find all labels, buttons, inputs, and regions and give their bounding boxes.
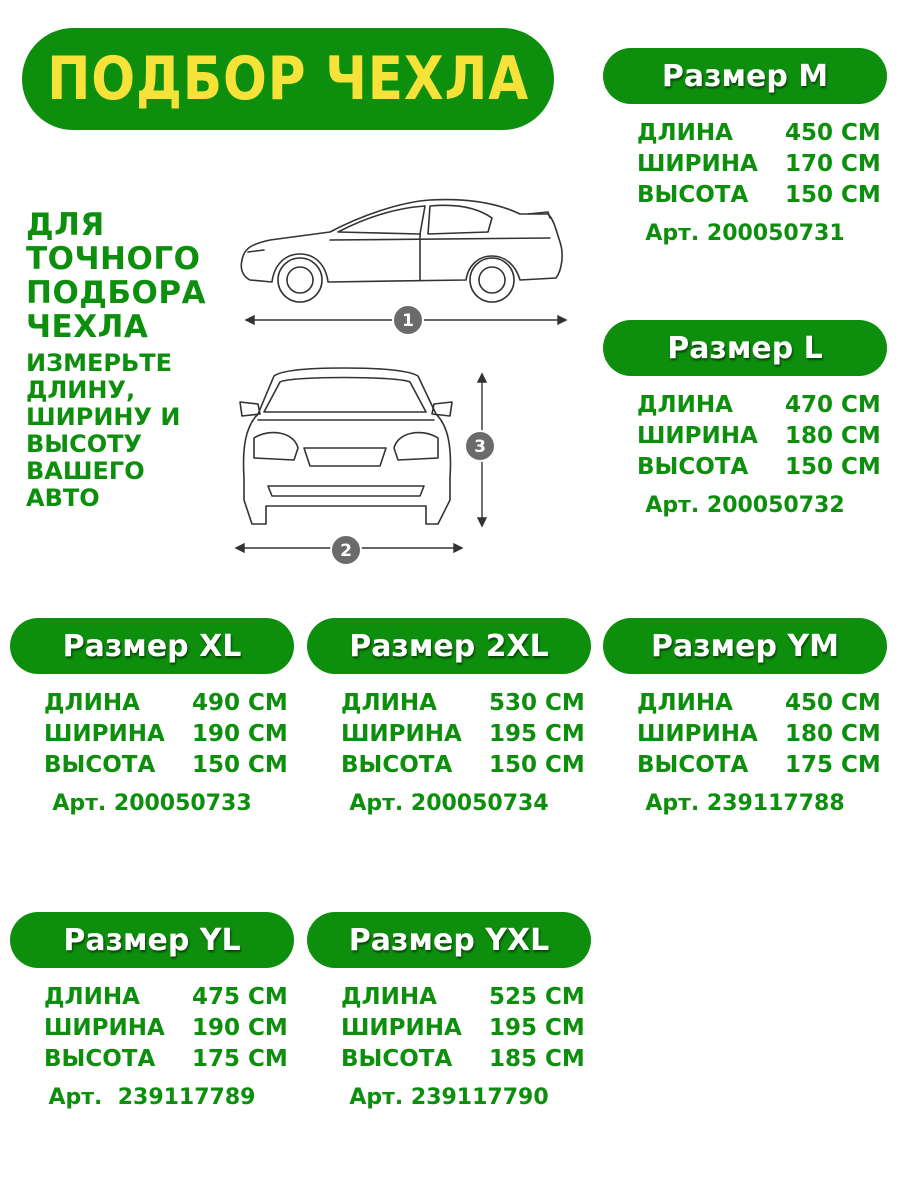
- marker-1-label: 1: [402, 311, 414, 331]
- length-row: [341, 688, 591, 719]
- size-card-yxl: [307, 912, 591, 1110]
- length-row: [637, 688, 887, 719]
- size-name: Размер YL: [63, 922, 241, 958]
- article-number: Арт. 239117790: [349, 1085, 549, 1110]
- intro-instructions: [26, 350, 206, 512]
- height-row: [341, 1044, 591, 1075]
- marker-1: [393, 305, 423, 335]
- width-row: [637, 149, 887, 180]
- intro-heading-line: ПОДБОРА: [26, 275, 207, 311]
- height-value: 150 СМ: [785, 182, 881, 208]
- height-label: ВЫСОТА: [637, 182, 749, 208]
- title-banner: [22, 28, 554, 130]
- length-row: [637, 118, 887, 149]
- height-label: ВЫСОТА: [341, 1046, 453, 1072]
- length-label: ДЛИНА: [341, 984, 437, 1010]
- width-label: ШИРИНА: [637, 423, 758, 449]
- length-value: 450 СМ: [785, 690, 881, 716]
- size-pill: [10, 912, 294, 968]
- article-number: Арт. 200050733: [52, 791, 252, 816]
- height-value: 150 СМ: [489, 752, 585, 778]
- size-pill: [603, 618, 887, 674]
- width-value: 195 СМ: [489, 721, 585, 747]
- size-pill: [307, 912, 591, 968]
- length-label: ДЛИНА: [44, 984, 140, 1010]
- height-row: [44, 1044, 294, 1075]
- article-number: Арт. 200050732: [645, 493, 845, 518]
- width-row: [341, 1013, 591, 1044]
- intro-instruction-line: ВЫСОТУ: [26, 430, 143, 458]
- length-value: 450 СМ: [785, 120, 881, 146]
- width-value: 195 СМ: [489, 1015, 585, 1041]
- car-measurement-diagram: [230, 190, 590, 580]
- size-name: Размер L: [667, 330, 823, 366]
- width-value: 180 СМ: [785, 423, 881, 449]
- size-dimensions: [341, 688, 591, 781]
- intro-instruction-line: ШИРИНУ И: [26, 403, 181, 431]
- intro-heading-line: ДЛЯ: [26, 207, 105, 243]
- size-pill: [10, 618, 294, 674]
- article-number: Арт. 239117789: [48, 1085, 256, 1110]
- width-value: 170 СМ: [785, 151, 881, 177]
- intro-instruction-line: ВАШЕГО: [26, 457, 145, 485]
- intro-instruction-line: АВТО: [26, 484, 100, 512]
- height-label: ВЫСОТА: [637, 752, 749, 778]
- length-label: ДЛИНА: [637, 392, 733, 418]
- length-row: [341, 982, 591, 1013]
- width-label: ШИРИНА: [44, 1015, 165, 1041]
- article-number: Арт. 200050731: [645, 221, 845, 246]
- length-row: [44, 688, 294, 719]
- length-label: ДЛИНА: [637, 690, 733, 716]
- size-name: Размер YXL: [348, 922, 550, 958]
- width-value: 190 СМ: [192, 1015, 288, 1041]
- width-label: ШИРИНА: [44, 721, 165, 747]
- width-label: ШИРИНА: [341, 1015, 462, 1041]
- intro-heading: [26, 208, 206, 344]
- marker-2-label: 2: [340, 541, 352, 561]
- width-row: [637, 421, 887, 452]
- length-value: 530 СМ: [489, 690, 585, 716]
- size-dimensions: [44, 688, 294, 781]
- size-name: Размер YM: [650, 628, 840, 664]
- width-value: 180 СМ: [785, 721, 881, 747]
- height-row: [637, 180, 887, 211]
- height-row: [637, 750, 887, 781]
- size-pill: [603, 48, 887, 104]
- size-card-ym: [603, 618, 887, 816]
- width-label: ШИРИНА: [341, 721, 462, 747]
- intro-text: [26, 208, 206, 512]
- car-front-view: [240, 368, 452, 524]
- height-value: 175 СМ: [785, 752, 881, 778]
- marker-2: [331, 535, 361, 565]
- height-label: ВЫСОТА: [44, 1046, 156, 1072]
- width-value: 190 СМ: [192, 721, 288, 747]
- intro-heading-line: ТОЧНОГО: [26, 241, 201, 277]
- size-card-xl: [10, 618, 294, 816]
- height-value: 150 СМ: [192, 752, 288, 778]
- length-label: ДЛИНА: [637, 120, 733, 146]
- intro-heading-line: ЧЕХЛА: [26, 309, 149, 345]
- intro-instruction-line: ДЛИНУ,: [26, 376, 136, 404]
- size-pill: [603, 320, 887, 376]
- size-name: Размер 2XL: [349, 628, 549, 664]
- height-label: ВЫСОТА: [637, 454, 749, 480]
- length-value: 525 СМ: [489, 984, 585, 1010]
- size-dimensions: [637, 688, 887, 781]
- marker-3: [465, 431, 495, 461]
- height-label: ВЫСОТА: [341, 752, 453, 778]
- size-name: Размер XL: [62, 628, 242, 664]
- size-card-m: [603, 48, 887, 246]
- height-value: 185 СМ: [489, 1046, 585, 1072]
- height-row: [44, 750, 294, 781]
- width-row: [637, 719, 887, 750]
- page-title: ПОДБОР ЧЕХЛА: [47, 44, 529, 114]
- intro-instruction-line: ИЗМЕРЬТЕ: [26, 349, 173, 377]
- length-row: [44, 982, 294, 1013]
- height-row: [637, 452, 887, 483]
- length-row: [637, 390, 887, 421]
- height-value: 175 СМ: [192, 1046, 288, 1072]
- size-dimensions: [637, 390, 887, 483]
- size-name: Размер M: [661, 58, 829, 94]
- size-card-yl: [10, 912, 294, 1110]
- width-label: ШИРИНА: [637, 151, 758, 177]
- car-side-view: [241, 200, 562, 302]
- width-row: [44, 1013, 294, 1044]
- width-label: ШИРИНА: [637, 721, 758, 747]
- width-row: [44, 719, 294, 750]
- length-value: 490 СМ: [192, 690, 288, 716]
- size-card-2xl: [307, 618, 591, 816]
- size-dimensions: [341, 982, 591, 1075]
- length-label: ДЛИНА: [44, 690, 140, 716]
- size-card-l: [603, 320, 887, 518]
- size-dimensions: [44, 982, 294, 1075]
- article-number: Арт. 239117788: [645, 791, 845, 816]
- width-row: [341, 719, 591, 750]
- size-pill: [307, 618, 591, 674]
- size-dimensions: [637, 118, 887, 211]
- length-value: 475 СМ: [192, 984, 288, 1010]
- length-label: ДЛИНА: [341, 690, 437, 716]
- height-row: [341, 750, 591, 781]
- marker-3-label: 3: [474, 437, 486, 457]
- length-value: 470 СМ: [785, 392, 881, 418]
- height-value: 150 СМ: [785, 454, 881, 480]
- height-label: ВЫСОТА: [44, 752, 156, 778]
- article-number: Арт. 200050734: [349, 791, 549, 816]
